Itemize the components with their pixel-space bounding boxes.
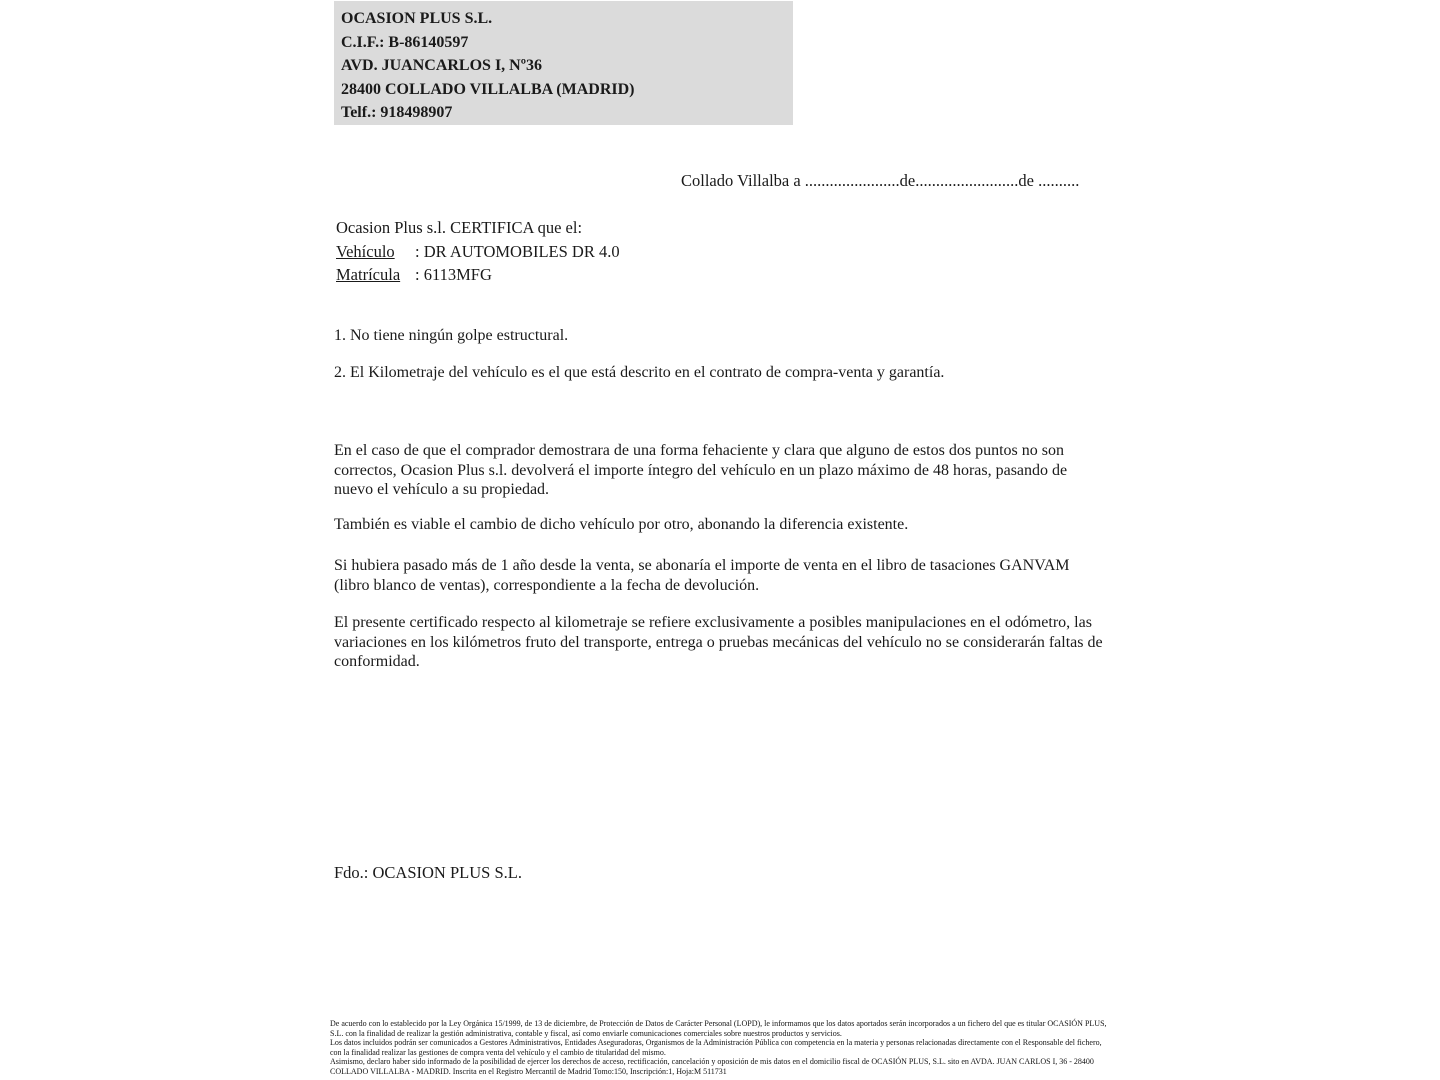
legal-paragraph-1: De acuerdo con lo establecido por la Ley Orgánica 15/1999, de 13 de diciembre, de Protección de Datos de Carácter Personal (LOPD), le informamos que los datos aportados serán incorporados a un fichero del que es titular OCASIÓN PLUS, S.L. con la finalidad de realizar la gestión administrativa, contable y fiscal, así como enviarle comunicaciones comerciales sobre nuestros productos y servicios. xyxy=(330,1019,1107,1038)
plate-value: : 6113MFG xyxy=(415,265,492,285)
company-name: OCASION PLUS S.L. xyxy=(341,10,493,27)
company-address: AVD. JUANCARLOS I, Nº36 xyxy=(341,57,543,75)
signature-line: Fdo.: OCASION PLUS S.L. xyxy=(334,863,522,882)
plate-row xyxy=(336,263,620,287)
certificate-point-1: 1. No tiene ningún golpe estructural. xyxy=(334,327,569,344)
vehicle-label: Vehículo xyxy=(336,241,395,261)
company-city: 28400 COLLADO VILLALBA (MADRID) xyxy=(341,80,635,98)
date-line: Collado Villalba a .......................de.........................de .......... xyxy=(681,171,1080,190)
body-paragraph-4: El presente certificado respecto al kilometraje se refiere exclusivamente a posibles manipulaciones en el odómetro, las variaciones en los kilómetros fruto del transporte, entrega o pruebas mecánicas del vehículo no se considerarán faltas de conformidad. xyxy=(334,614,1103,671)
plate-label: Matrícula xyxy=(336,265,401,285)
legal-paragraph-2: Los datos incluidos podrán ser comunicados a Gestores Administrativos, Entidades Aseguradoras, Organismos de la Administración Pública con competencia en la materia y personas relacionadas directamente con el Responsable del fichero, con la finalidad realizar las gestiones de compra venta del vehículo y el cambio de titularidad del mismo. xyxy=(330,1038,1102,1057)
vehicle-value: : DR AUTOMOBILES DR 4.0 xyxy=(415,241,620,261)
body-paragraph-3: Si hubiera pasado más de 1 año desde la venta, se abonaría el importe de venta en el libro de tasaciones GANVAM (libro blanco de ventas), correspondiente a la fecha de devolución. xyxy=(334,557,1070,594)
company-header-box xyxy=(334,1,793,125)
company-cif: C.I.F.: B-86140597 xyxy=(341,33,469,51)
certify-intro: Ocasion Plus s.l. CERTIFICA que el: xyxy=(336,218,583,237)
vehicle-row xyxy=(336,240,620,264)
legal-notice xyxy=(330,1019,1108,1077)
legal-paragraph-3: Asimismo, declaro haber sido informado de la posibilidad de ejercer los derechos de acceso, rectificación, cancelación y oposición de mis datos en el domicilio fiscal de OCASIÓN PLUS, S.L. sito en AVDA. JUAN CARLOS I, 36 - 28400 COLLADO VILLALBA - MADRID. Inscrita en el Registro Mercantil de Madrid Tomo:150, Inscripción:1, Hoja:M 511731 xyxy=(330,1057,1094,1076)
company-phone: Telf.: 918498907 xyxy=(341,104,453,122)
certificate-point-2: 2. El Kilometraje del vehículo es el que está descrito en el contrato de compra-venta y garantía. xyxy=(334,364,945,381)
body-paragraph-1: En el caso de que el comprador demostrara de una forma fehaciente y clara que alguno de estos dos puntos no son correctos, Ocasion Plus s.l. devolverá el importe íntegro del vehículo en un plazo máximo de 48 horas, pasando de nuevo el vehículo a su propiedad. xyxy=(334,442,1068,499)
certification-block xyxy=(336,216,620,287)
body-paragraph-2: También es viable el cambio de dicho vehículo por otro, abonando la diferencia existente. xyxy=(334,516,909,533)
